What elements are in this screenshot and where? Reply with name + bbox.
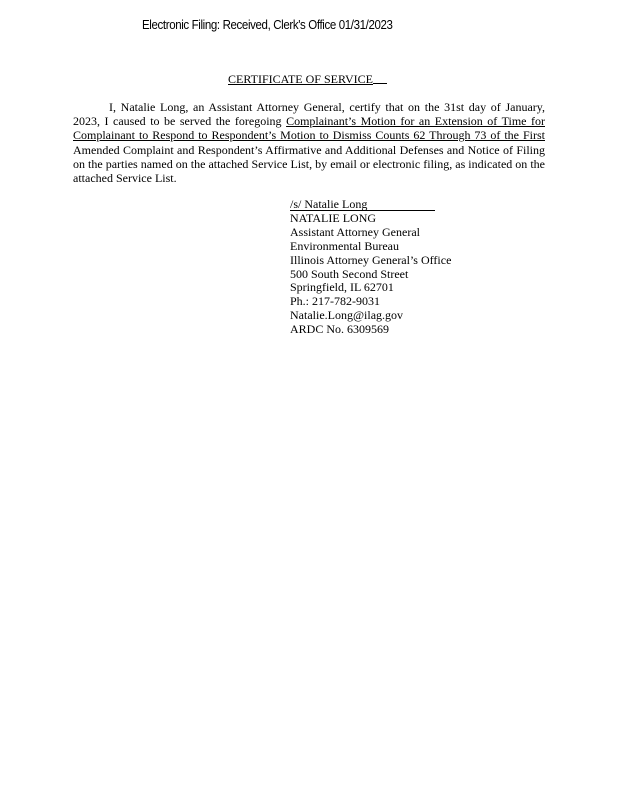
- signer-ardc: ARDC No. 6309569: [290, 322, 390, 337]
- signer-bureau: Environmental Bureau: [290, 238, 399, 253]
- signer-name: NATALIE LONG: [290, 210, 377, 225]
- certificate-body: [73, 100, 545, 185]
- signer-email: Natalie.Long@ilag.gov: [290, 308, 404, 323]
- body-line-1: I, Natalie Long, an Assistant Attorney General, certify that on the 31st day of January,: [109, 100, 545, 114]
- body-line-5: on the parties named on the attached Service List, by email or electronic filing, as indicated on the: [73, 156, 545, 171]
- motion-title-part-2: Complainant to Respond to Respondent’s Motion to Dismiss Counts 62 Through 73 of the First: [73, 128, 545, 143]
- signature-block: [290, 198, 451, 337]
- signer-title: Assistant Attorney General: [290, 224, 420, 239]
- body-line-2-plain: 2023, I caused to be served the foregoing: [73, 114, 287, 129]
- certificate-title-block: [228, 72, 387, 87]
- body-line-3: [73, 128, 545, 142]
- body-line-4: Amended Complaint and Respondent’s Affirmative and Additional Defenses and Notice of Filing: [73, 142, 545, 157]
- signer-street: 500 South Second Street: [290, 266, 409, 281]
- body-line-2: [73, 114, 545, 128]
- signer-city: Springfield, IL 62701: [290, 280, 394, 295]
- body-line-6: attached Service List.: [73, 171, 177, 186]
- certificate-title: CERTIFICATE OF SERVICE: [228, 72, 373, 86]
- filing-stamp: Electronic Filing: Received, Clerk's Office 01/31/2023: [142, 18, 393, 32]
- signer-office: Illinois Attorney General’s Office: [290, 252, 452, 267]
- signature-line: [290, 198, 451, 212]
- motion-title-part-1: Complainant’s Motion for an Extension of Time for: [286, 114, 545, 129]
- title-underline-pad: [373, 72, 387, 84]
- electronic-signature: /s/ Natalie Long: [290, 198, 435, 211]
- signer-phone: Ph.: 217-782-9031: [290, 294, 380, 309]
